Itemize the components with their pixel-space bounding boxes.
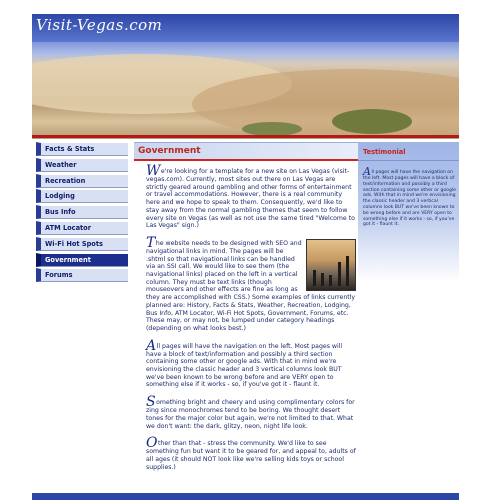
photo-post [338,262,341,286]
testimonial-panel [358,142,459,282]
nav-item-facts-stats[interactable]: Facts & Stats [36,142,128,156]
paragraph-text: ther than that - stress the community. We'd like to see something fun but want it to be geared for, and appeal to, adults of all ages (it should NOT look like we're selling kids toys or school supplies.) [146,440,356,471]
main-body [134,161,358,471]
paragraph-text: e're looking for a template for a new site on Las Vegas (visit-vegas.com). Currently, most sites out there on Las Vegas are strictly geared around gambling and other forms of entertainment or travel accommodations. However, there is a real community here and we hope to speak to them. Consequently, we'd like to stay away from the normal gambling themes that seem to follow every site on Vegas (as well as not use the same tired "Welcome to Las Vegas" sign.) [146,168,355,230]
footer-bar [32,493,459,500]
sidebar-nav [36,142,128,284]
paragraph-text: he website needs to be designed with SEO and navigational links in mind. The pages will be .shtml so that navigational links can be handled via an SSI call. We would like to see them (the navigational links) placed on the left in a vertical column. They must be text links (though mouseovers and other effects are fine as long as they are accomplished with CSS.) Some examples of links currently planned are: History, Facts & Stats, Weather, Recreation, Lodging, Bus Info, ATM Locator, Wi-Fi Hot Spots, Government, Forums, etc. These may, or may not, be lumped under category headings (depending on what looks best.) [146,239,356,332]
paragraph [134,234,356,333]
header-shrub [242,122,302,136]
nav-item-government[interactable]: Government [36,253,128,267]
testimonial-title: Testimonial [358,142,459,161]
page-container [32,14,459,500]
photo-post [346,256,349,286]
paragraph [134,163,356,230]
drop-cap: O [146,435,158,452]
nav-item-lodging[interactable]: Lodging [36,189,128,203]
paragraph [134,394,356,430]
photo-post [321,273,324,286]
paragraph [134,435,356,471]
nav-item-bus-info[interactable]: Bus Info [36,205,128,219]
testimonial-text: ll pages will have the navigation on the left. Most pages will have a block of text/information and possibly a third section containing some other or google ads. With that in mind we're envisioning the classic header and 3 vertical columns look BUT we've been known to be wrong before and are VERY open to something else if it works - so, if you've got it - flaunt it. [363,170,456,228]
main-content [134,142,358,500]
header-banner [32,14,459,139]
site-logo[interactable]: Visit-Vegas.com [36,16,163,34]
pier-photo [306,239,356,291]
header-divider [32,135,459,138]
nav-item-atm-locator[interactable]: ATM Locator [36,221,128,235]
nav-item-weather[interactable]: Weather [36,158,128,172]
photo-post [313,270,316,286]
drop-cap: A [146,337,157,354]
paragraph-text: ll pages will have the navigation on the left. Most pages will have a block of text/information and possibly a third section containing some other or google ads. With that in mind we're envisioning the classic header and 3 vertical columns look BUT we've been known to be wrong before and are VERY open to something else if it works - so, if you've got it - flaunt it. [146,342,343,389]
drop-cap: W [146,163,161,179]
nav-item-recreation[interactable]: Recreation [36,174,128,188]
testimonial-body [358,161,459,228]
drop-cap: S [146,394,156,411]
photo-post [329,275,332,286]
page-title: Government [134,142,358,161]
header-shrub [332,109,412,134]
paragraph-text: omething bright and cheery and using complimentary colors for zing since monochromes tend to be boring. We thought desert tones for the major color but again, we're not limited to that. What we don't want: the dark, glitzy, neon, night life look. [146,399,355,430]
nav-item-wifi-hot-spots[interactable]: Wi-Fi Hot Spots [36,237,128,251]
nav-item-forums[interactable]: Forums [36,268,128,282]
paragraph [134,337,356,390]
drop-cap: T [146,234,156,251]
drop-cap: A [363,165,371,178]
